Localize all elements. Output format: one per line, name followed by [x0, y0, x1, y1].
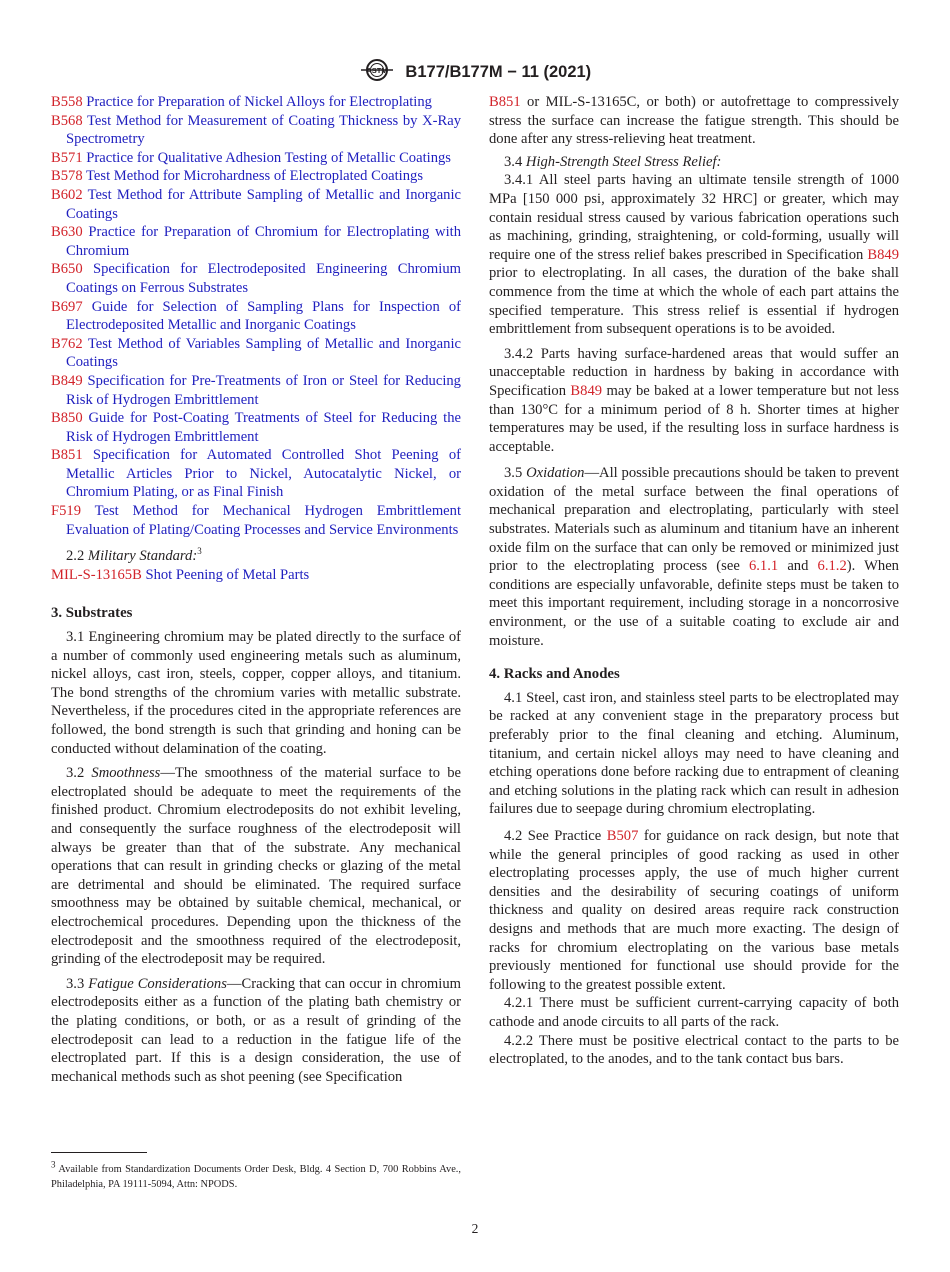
paragraph-3-3-continued: B851 or MIL-S-13165C, or both) or autofrettage to compressively stress the surface can increase the fatigue strength. This should be done after any stress-relieving heat treatment.	[489, 94, 899, 148]
reference-code[interactable]: B571	[51, 149, 83, 166]
paragraph-4-2-2: 4.2.2 There must be positive electrical contact to the parts to be electroplated, to the anodes, and to the tank contact bus bars.	[489, 1032, 899, 1068]
paragraph-4-2: 4.2 See Practice B507 for guidance on rack design, but note that while the general principles of good racking as used in other electroplating processes apply, the use of much higher current densities and the desirability of securing coatings of uniform thickness and quality on desired areas require rack construction designs and methods that are much more exacting. The design of racks for chromium electroplating on the various base metals previously mentioned for functional use should provide for the following to the greatest possible extent.	[489, 827, 899, 993]
paragraph-3-1: 3.1 Engineering chromium may be plated directly to the surface of a number of commonly used engineering metals such as aluminum, nickel alloys, cast iron, steels, copper, copper alloys, and titanium. The bond strengths of the chromium varies with metallic substrate. Nevertheless, if the procedures cited in the appropriate references are followed, the bond strength is such that grinding and honing can be conducted without delamination of the coating.	[51, 629, 461, 757]
svg-text:ASTM: ASTM	[366, 66, 388, 75]
reference-code[interactable]: B697	[51, 298, 83, 315]
reference-title[interactable]: Practice for Preparation of Chromium for Electroplating with Chromium	[66, 224, 461, 259]
reference-code[interactable]: B849	[51, 372, 83, 389]
document-designation: B177/B177M − 11 (2021)	[405, 63, 592, 81]
page-number: 2	[471, 1221, 479, 1236]
link-b507[interactable]: B507	[606, 827, 639, 844]
reference-title[interactable]: Specification for Pre-Treatments of Iron or Steel for Reducing Risk of Hydrogen Embrittlement	[66, 372, 461, 408]
left-column	[51, 93, 461, 1086]
reference-b849[interactable]	[51, 372, 461, 409]
astm-logo-icon	[359, 58, 395, 87]
reference-b650[interactable]	[51, 260, 461, 297]
reference-title[interactable]: Specification for Electrodeposited Engineering Chromium Coatings on Ferrous Substrates	[66, 261, 461, 296]
reference-title[interactable]: Practice for Qualitative Adhesion Testing of Metallic Coatings	[86, 149, 451, 166]
reference-title[interactable]: Specification for Automated Controlled Shot Peening of Metallic Articles Prior to Nickel, Autocatalytic Nickel, or Chromium Plating, or as Final Finish	[66, 447, 461, 501]
reference-code[interactable]: B578	[51, 168, 83, 185]
referenced-documents-list	[51, 93, 461, 539]
reference-title[interactable]: Test Method of Variables Sampling of Metallic and Inorganic Coatings	[66, 335, 461, 371]
reference-title[interactable]: Test Method for Attribute Sampling of Metallic and Inorganic Coatings	[66, 186, 461, 222]
paragraph-3-4-1: 3.4.1 All steel parts having an ultimate tensile strength of 1000 MPa [150 000 psi, approximately 32 HRC] or greater, which may contain residual stress caused by various fabrication operations such as machining, grinding, straightening, or cold-forming, usually will require one of the stress relief bakes prescribed in Specification B849 prior to electroplating. In all cases, the duration of the bake shall commence from the time at which the whole of each part attains the specified temperature. This stress relief is essential if hydrogen embrittlement from subsequent operations is to be avoided.	[489, 172, 899, 338]
link-b851[interactable]: B851	[489, 94, 521, 110]
right-column	[489, 93, 899, 1069]
reference-mil-s-13165b[interactable]: MIL-S-13165B Shot Peening of Metal Parts	[51, 566, 310, 583]
page-header	[0, 58, 950, 87]
paragraph-3-4-2: 3.4.2 Parts having surface-hardened areas that would suffer an unacceptable reduction in hardness by baking in accordance with Specification B849 may be baked at a lower temperature but not less than 130°C for a minimum period of 8 h. Shorter times at higher temperatures may be used, if the resulting loss in surface hardness is acceptable.	[489, 345, 899, 455]
paragraph-4-2-1: 4.2.1 There must be sufficient current-carrying capacity of both cathode and anode circuits to all parts of the rack.	[489, 995, 899, 1030]
reference-b850[interactable]	[51, 409, 461, 446]
reference-code[interactable]: F519	[51, 503, 82, 520]
reference-b602[interactable]	[51, 186, 461, 223]
reference-code[interactable]: B851	[51, 447, 83, 464]
reference-b578[interactable]	[51, 167, 461, 186]
paragraph-3-3-start: 3.3 Fatigue Considerations—Cracking that can occur in chromium electrodeposits either as a function of the plating bath chemistry or the plating conditions, or both, or as a result of grinding of the electrodeposit can lead to a reduction in the fatigue life of the electroplated part. If this is a design consideration, the use of mechanical methods such as shot peening (see Specification	[51, 975, 461, 1085]
reference-f519[interactable]	[51, 502, 461, 539]
link-6-1-2[interactable]: 6.1.2	[817, 558, 847, 575]
link-b849-2[interactable]: B849	[570, 382, 603, 399]
reference-b558[interactable]	[51, 93, 461, 112]
reference-title[interactable]: Guide for Selection of Sampling Plans for Inspection of Electrodeposited Metallic and Inorganic Coatings	[66, 298, 461, 334]
reference-b697[interactable]	[51, 298, 461, 335]
reference-code[interactable]: B650	[51, 261, 83, 278]
reference-title[interactable]: Practice for Preparation of Nickel Alloys for Electroplating	[86, 94, 432, 110]
reference-b568[interactable]	[51, 112, 461, 149]
reference-code[interactable]: B602	[51, 186, 83, 203]
reference-code[interactable]: B850	[51, 410, 83, 427]
link-6-1-1[interactable]: 6.1.1	[748, 558, 779, 575]
reference-title[interactable]: Test Method for Microhardness of Electroplated Coatings	[86, 168, 423, 185]
reference-b762[interactable]	[51, 335, 461, 372]
reference-title[interactable]: Test Method for Mechanical Hydrogen Embrittlement Evaluation of Plating/Coating Processes and Service Environments	[66, 503, 461, 538]
paragraph-4-1: 4.1 Steel, cast iron, and stainless steel parts to be electroplated may be racked at any convenient stage in the preparatory process but preferably prior to the final cleaning and etching. Aluminum, titanium, and certain nickel alloys may need to have cleaning and etching operations done before racking due to entrapment of cleaning and etching solutions in the plating rack which can result in adhesion failures due to seepage during chromium electroplating.	[489, 689, 899, 818]
reference-code[interactable]: B558	[51, 94, 83, 110]
reference-title[interactable]: Guide for Post-Coating Treatments of Steel for Reducing the Risk of Hydrogen Embrittlement	[66, 410, 461, 445]
section-3-heading: 3. Substrates	[51, 605, 133, 622]
reference-b630[interactable]	[51, 223, 461, 260]
reference-code[interactable]: B630	[51, 224, 83, 241]
paragraph-3-5: 3.5 Oxidation—All possible precautions should be taken to prevent oxidation of the metal surface between the final operations of mechanical preparation and electroplating, particularly with steel substrates. Materials such as aluminum and titanium have an inherent oxide film on the surface that can only be removed or minimized just prior to the electroplating process (see 6.1.1 and 6.1.2). When conditions are especially unfavorable, definite steps must be taken to meet this important requirement, including storage in a noncorrosive environment, or the use of a suitable coating to exclude air and moisture.	[489, 465, 899, 649]
footnote-divider	[51, 1152, 147, 1153]
military-standard-heading: 2.2 Military Standard:$^3$	[66, 546, 202, 565]
reference-code[interactable]: B762	[51, 335, 83, 352]
reference-b571[interactable]	[51, 149, 461, 168]
footnote-3: $^3$ Available from Standardization Documents Order Desk, Bldg. 4 Section D, 700 Robbins Ave., Philadelphia, PA 19111-5094, Attn: NPODS.	[51, 1159, 461, 1190]
section-4-heading: 4. Racks and Anodes	[489, 666, 620, 683]
link-b849[interactable]: B849	[867, 246, 899, 263]
reference-b851[interactable]	[51, 446, 461, 502]
reference-title[interactable]: Test Method for Measurement of Coating Thickness by X-Ray Spectrometry	[66, 112, 461, 148]
reference-code[interactable]: B568	[51, 112, 83, 129]
paragraph-3-2: 3.2 Smoothness—The smoothness of the material surface to be electroplated should be adequate to meet the requirements of the finished product. Chromium electrodeposits do not exhibit leveling, and consequently the surface roughness of the electrodeposit will always be greater than that of the substrate. Any mechanical operations that can result in grinding checks or glazing of the metal are detrimental and should be eliminated. The required surface smoothness may be obtained by suitable chemical, mechanical, or electrochemical procedures. Depending upon the thickness of the electrodeposit and the smoothness required of the electrodeposit, grinding of the electrodeposit may be required.	[51, 765, 461, 968]
paragraph-3-4-heading: 3.4 High-Strength Steel Stress Relief:	[504, 153, 722, 170]
